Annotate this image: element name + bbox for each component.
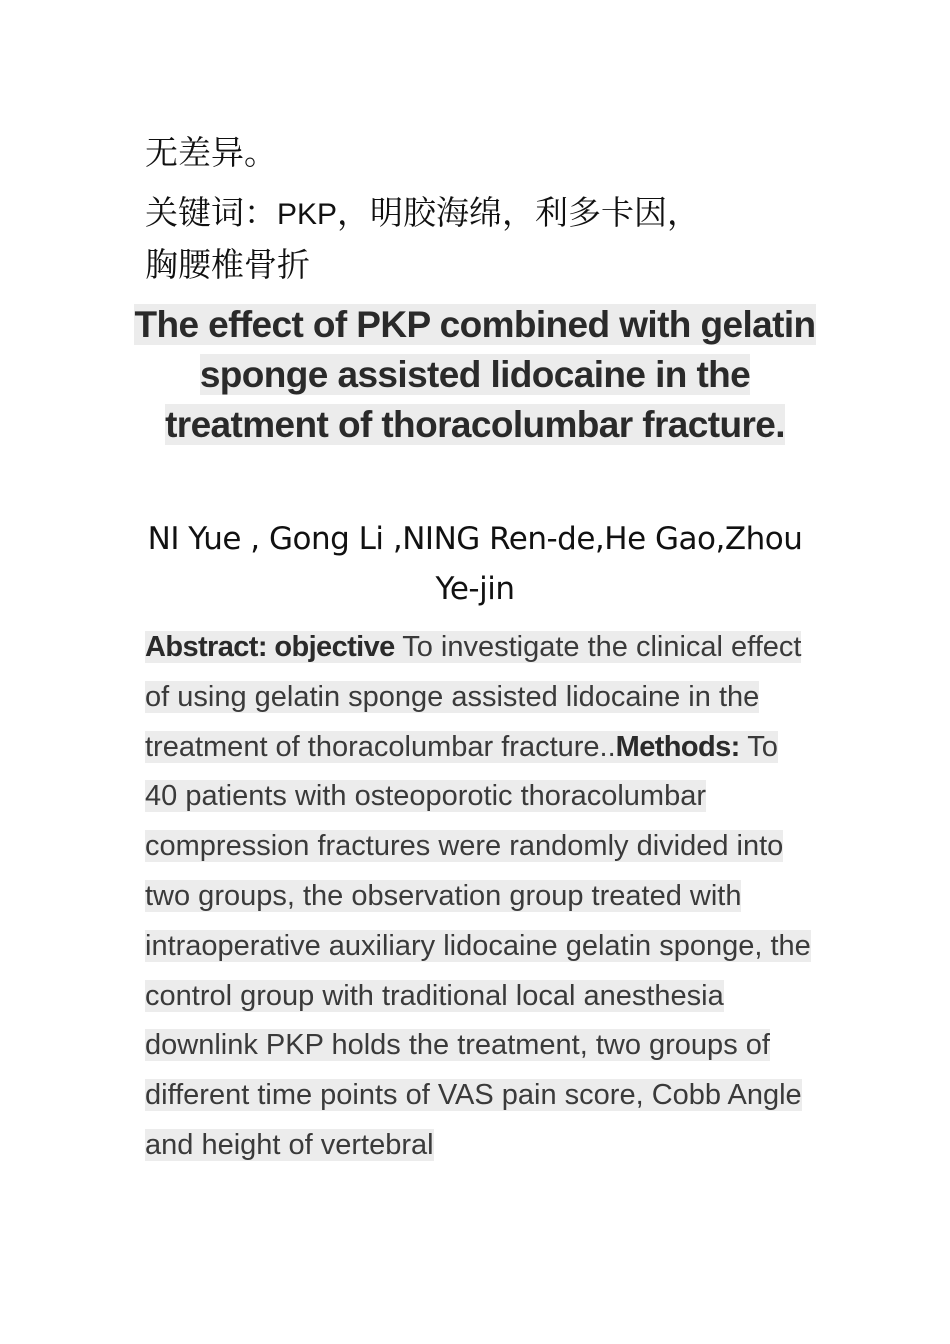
keywords-line-2: 胸腰椎骨折 (145, 245, 310, 284)
keywords-label: 关键词： (145, 193, 277, 232)
abstract-methods-label: Methods: (615, 730, 740, 763)
chinese-keywords (145, 193, 700, 235)
chinese-line-1: 无差异。 (145, 133, 277, 172)
english-authors: NI Yue , Gong Li ,NING Ren-de,He Gao,Zhou Ye-jin (147, 521, 803, 607)
keywords-rest: ，明胶海绵，利多卡因， (337, 193, 701, 232)
chinese-conclusion-end (145, 133, 277, 173)
english-abstract (145, 623, 815, 1171)
chinese-keywords-line-2 (145, 245, 310, 285)
abstract-objective-label: Abstract: objective (145, 631, 395, 663)
abstract-methods-text: To 40 patients with osteoporotic thoracolumbar compression fractures were randomly divided into two groups, the observation group treated with intraoperative auxiliary lidocaine gelatin sponge, the control group with traditional local anesthesia downlink PKP holds the treatment, two groups of different time points of VAS pain score, Cobb Angle and height of vertebral (145, 730, 811, 1161)
english-title (130, 300, 820, 450)
english-title-text: The effect of PKP combined with gelatin sponge assisted lidocaine in the treatment of thoracolumbar fracture. (134, 304, 816, 445)
abstract-objective-text: To investigate the clinical effect of using gelatin sponge assisted lidocaine in the treatment of thoracolumbar fracture.. (145, 631, 802, 763)
keywords-pkp: PKP (277, 198, 338, 231)
